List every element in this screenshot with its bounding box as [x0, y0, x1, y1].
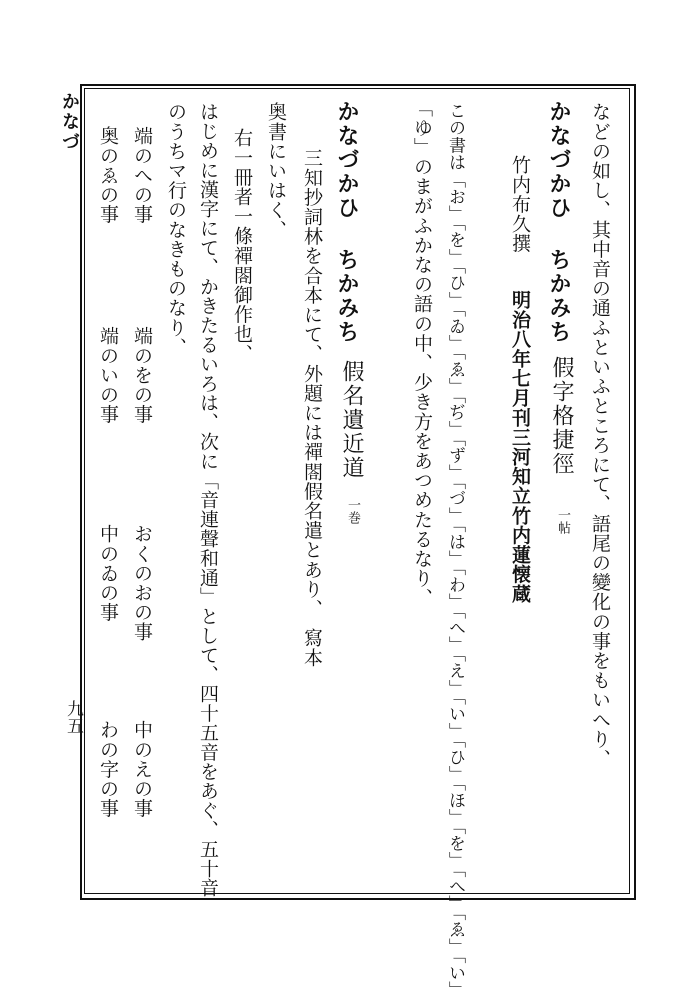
text-column-8: 三知抄詞林を合本にて、外題には禪閤假名遣とあり、	[301, 148, 323, 619]
text-column-11: はじめに漢字にて、かきたるいろは、次に「音連聲和通」として、四十五音をあぐ、五十音	[197, 102, 219, 898]
toc-entry: わの字の事	[97, 720, 119, 818]
entry-2-book-title: 假名遺近道	[339, 360, 364, 480]
entry-1-title: かなづかひ ちかみち	[546, 100, 572, 344]
entry-1-publication: 明治八年七月刊三河知立竹内蓮懐蔵	[509, 290, 531, 604]
text-column-9: 奥書にいはく、	[265, 102, 287, 240]
text-column-6: 「ゆ」のまがふかなの語の中、少き方をあつめたるなり、	[411, 98, 433, 608]
toc-entry: おくのおの事	[131, 524, 153, 642]
text-column-1: などの如し、其中音の通ふといふところにて、語尾の變化の事をもいへり、	[589, 102, 611, 769]
entry-2-title: かなづかひ ちかみち	[334, 100, 360, 344]
text-column-8-note: 寫本	[301, 628, 323, 668]
text-column-12: のうちマ行のなきものなり、	[165, 102, 187, 357]
toc-entry: 中のえの事	[131, 720, 153, 818]
page-number: 九五	[63, 700, 83, 734]
text-column-10: 右一冊者一條禪閤御作也、	[231, 128, 253, 364]
entry-2-volume: 一巻	[345, 498, 360, 524]
entry-1-book-title: 假字格捷徑	[549, 356, 574, 476]
entry-1-volume: 一帖	[555, 508, 570, 534]
toc-entry: 端のをの事	[131, 326, 153, 424]
toc-entry: 中のゐの事	[97, 524, 119, 622]
entry-1-author: 竹内布久撰	[509, 155, 531, 253]
running-header: かなづ	[59, 92, 80, 152]
text-column-5: この書は「お」「を」「ひ」「ゐ」「ゑ」「ぢ」「ず」「づ」「は」「わ」「へ」「え」「い」「ひ」「ほ」「を」「へ」「ゑ」「い」	[445, 102, 465, 998]
toc-entry: 端のいの事	[97, 326, 119, 424]
toc-entry: 奥のゑの事	[97, 126, 119, 224]
toc-entry: 端のへの事	[131, 126, 153, 224]
